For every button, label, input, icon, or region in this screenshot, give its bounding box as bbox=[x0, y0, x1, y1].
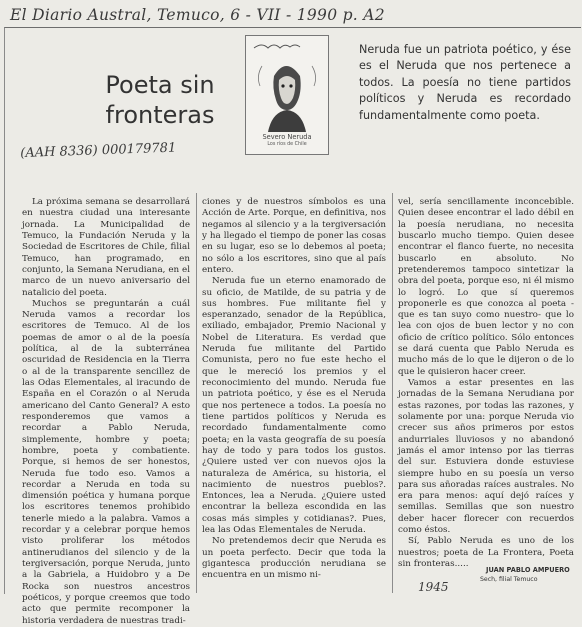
body-column-3 bbox=[398, 197, 574, 570]
paragraph: No pretendemos decir que Neruda es un poeta perfecto. Decir que toda la gigantesca producción nerudiana se encuentra en un mismo ni- bbox=[202, 536, 386, 581]
column-divider-1 bbox=[196, 193, 197, 593]
paragraph: Muchos se preguntarán a cuál Neruda vamos a recordar los escritores de Temuco. Al de los poemas de amor o al de la poesía política, al de la subterránea oscuridad de Residencia en la Tierra o al de la transparente sencillez de las Odas Elementales, al iracundo de España en el Corazón o al Neruda americano del Canto General? A esto responderemos que vamos a recordar a Pablo Neruda, simplemente, hombre y poeta; hombre, poeta y combatiente. Porque, si hemos de ser honestos, Neruda fue todo eso. Vamos a recordar a Neruda en toda su dimensión poética y humana porque los escritores tenemos prohibido tenerle miedo a la palabra. Vamos a recordar y a celebrar porque hemos visto proliferar los métodos antinerudianos del silencio y de la tergiversación, porque Neruda, junto a la Gabriela, a Huidobro y a De Rocka son nuestros ancestros poéticos, y porque creemos que todo acto que permite recomponer la historia verdadera de nuestras tradi- bbox=[22, 298, 190, 626]
paragraph: La próxima semana se desarrollará en nuestra ciudad una interesante jornada. La Municipalidad de Temuco, la Fundación Neruda y la Sociedad de Escritores de Chile, filial Temuco, han programado, en conjunto, la Semana Nerudiana, en el marco de un nuevo aniversario del natalicio del poeta. bbox=[22, 197, 190, 298]
author-affiliation: Sech, filial Temuco bbox=[480, 576, 538, 583]
lead-quote: Neruda fue un patriota poético, y ése es el Neruda que nos pertenece a todos. La poesía no tiene partidos políticos y Neruda es recordado fundamentalmente como poeta. bbox=[359, 43, 571, 122]
paragraph: Vamos a estar presentes en las jornadas de la Semana Nerudiana por estas razones, por todas las razones, y solamente por una: porque Neruda vio crecer sus años primeros por estos andurriales lluviosos y no abandonó jamás el amor intenso por las tierras del sur. Estuviera donde estuviese siempre hubo en su poesía un verso para sus añoradas raíces australes. No era para menos: aquí dejó raíces y semillas. Semillas que son nuestro deber hacer florecer con recuerdos como éstos. bbox=[398, 378, 574, 536]
book-subtitle: Los ríos de Chile bbox=[267, 142, 307, 147]
paragraph: Sí, Pablo Neruda es uno de los nuestros; poeta de La Frontera, Poeta sin fronteras..... bbox=[398, 536, 574, 569]
title-line-2: fronteras bbox=[105, 101, 215, 129]
body-column-1 bbox=[22, 197, 190, 627]
paragraph: Neruda fue un eterno enamorado de su oficio, de Matilde, de su patria y de sus hombres. Fue militante fiel y esperanzado, senador de la República, exiliado, embajador, Premio Nacional y Nobel de Literatura. Es verdad que Neruda fue militante del Partido Comunista, pero no fue este hecho el que le mereció los premios y el reconocimiento del mundo. Neruda fue un patriota poético, y ése es el Neruda que nos pertenece a todos. La poesía no tiene partidos políticos y Neruda es recordado fundamentalmente como poeta; en la vasta geografía de su poesía hay de todo y para todos los gustos. ¿Quiere usted ver con nuevos ojos la naturaleza de América, su historia, el nacimiento de nuestros pueblos?. Entonces, lea a Neruda. ¿Quiere usted encontrar la belleza escondida en las cosas más simples y cotidianas?. Pues, lea las Odas Elementales de Neruda. bbox=[202, 276, 386, 536]
book-title: Severo Neruda bbox=[262, 133, 312, 141]
title-line-1: Poeta sin bbox=[105, 71, 215, 99]
article-title bbox=[95, 70, 225, 130]
book-cover-image bbox=[245, 35, 329, 155]
handwritten-archive-code: (AAH 8336) 000179781 bbox=[20, 140, 177, 161]
neruda-portrait-illustration bbox=[246, 36, 328, 132]
paragraph: ciones y de nuestros símbolos es una Acción de Arte. Porque, en definitiva, nos negamos al silencio y a la tergiversación y ha llegado el tiempo de poner las cosas en su lugar, eso se lo debemos al poeta; no sólo a los escritores, sino que al país entero. bbox=[202, 197, 386, 275]
author-name: JUAN PABLO AMPUERO bbox=[486, 566, 570, 574]
handwritten-header-note: El Diario Austral, Temuco, 6 - VII - 1990 p. A2 bbox=[10, 6, 385, 24]
paragraph: vel, sería sencillamente inconcebible. Quien desee encontrar el lado débil en la poesía nerudiana, no necesita buscarlo mucho tiempo. Quien desee encontrar el flanco fuerte, no necesita buscarlo en absoluto. No pretenderemos tampoco sintetizar la obra del poeta, porque eso, ni él mismo lo logró. Lo que sí queremos proponerle es que conozca al poeta -que es tan suyo como nuestro- que lo lea con ojos de buen lector y no con oficio de crítico político. Sólo entonces se dará cuenta que Pablo Neruda es mucho más de lo que le dijeron o de lo que le quisieron hacer creer. bbox=[398, 197, 574, 377]
column-divider-2 bbox=[392, 193, 393, 593]
handwritten-margin-number: 1945 bbox=[418, 580, 449, 594]
body-column-2 bbox=[202, 197, 386, 582]
